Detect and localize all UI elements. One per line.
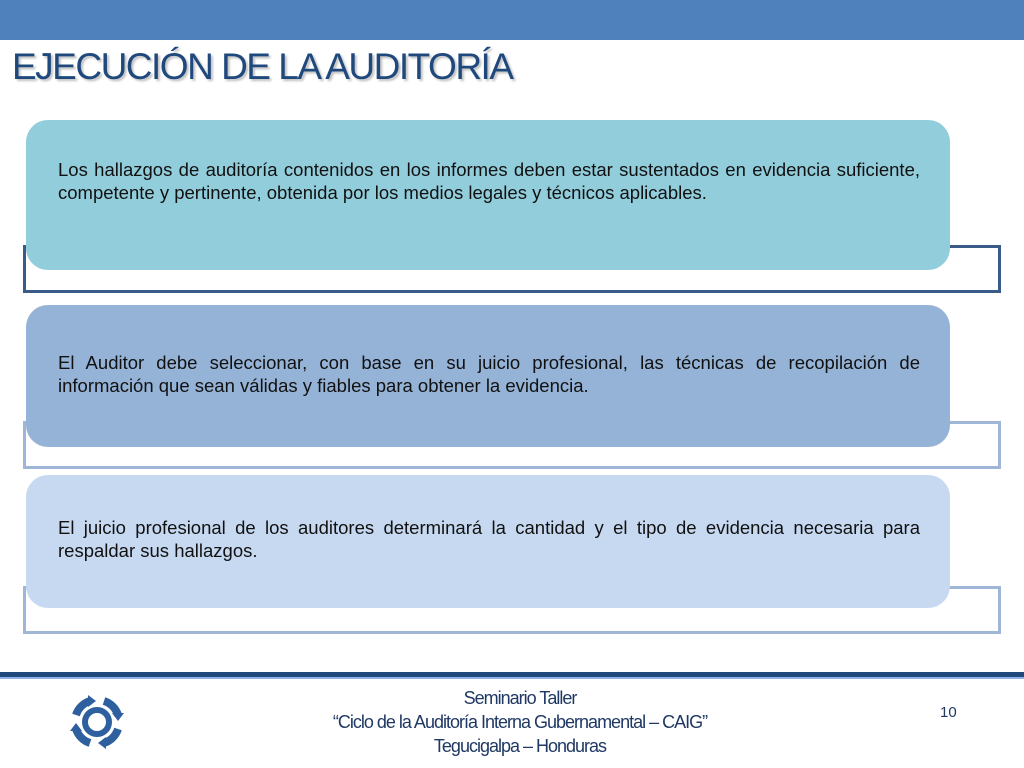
footer-line-1: Seminario Taller <box>463 688 577 708</box>
footer-line-3: Tegucigalpa – Honduras <box>433 736 607 756</box>
footer-text <box>260 686 780 758</box>
footer-divider-accent <box>0 677 1024 679</box>
page-number: 10 <box>940 704 957 721</box>
content-card-3 <box>26 475 950 608</box>
content-card-2 <box>26 305 950 447</box>
footer-line-2: “Ciclo de la Auditoría Interna Gubernamental – CAIG” <box>332 712 708 732</box>
card-3-text: El juicio profesional de los auditores determinará la cantidad y el tipo de evidencia necesaria para respaldar sus hallazgos. <box>58 517 920 561</box>
circular-arrows-logo-icon <box>66 691 128 753</box>
top-banner <box>0 0 1024 40</box>
content-card-1 <box>26 120 950 270</box>
card-2-text: El Auditor debe seleccionar, con base en su juicio profesional, las técnicas de recopilación de información que sean válidas y fiables para obtener la evidencia. <box>58 352 920 396</box>
card-1-text: Los hallazgos de auditoría contenidos en los informes deben estar sustentados en evidencia suficiente, competente y pertinente, obtenida por los medios legales y técnicos aplicables. <box>58 159 920 203</box>
slide-title: EJECUCIÓN DE LA AUDITORÍA <box>12 46 513 87</box>
